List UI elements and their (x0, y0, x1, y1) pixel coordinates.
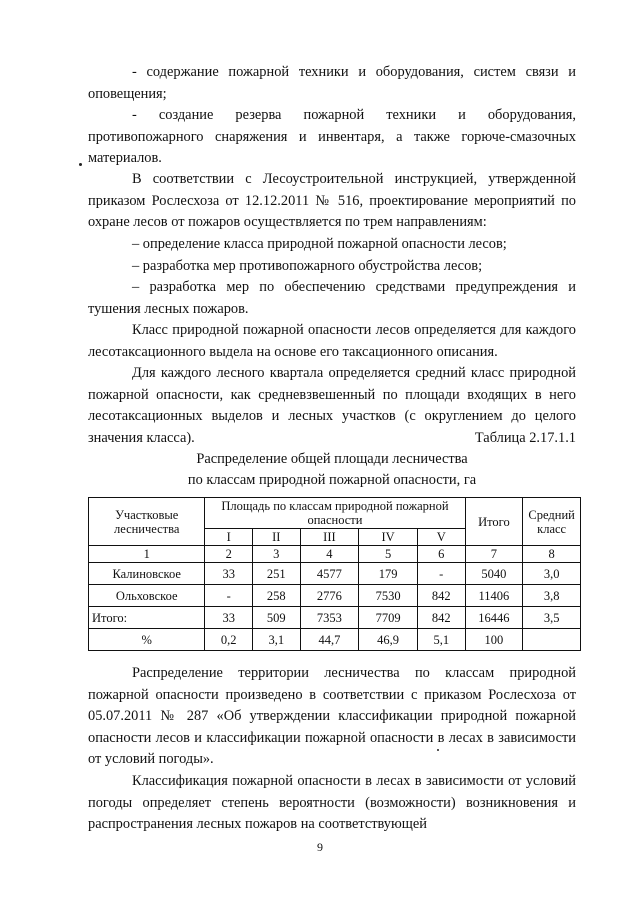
table-cell: 3,5 (523, 607, 581, 629)
table-cell: 2776 (300, 585, 359, 607)
column-number: 5 (359, 546, 418, 563)
column-number: 3 (252, 546, 300, 563)
table-cell: 16446 (465, 607, 523, 629)
header-total: Итого (465, 498, 523, 546)
table-cell: 33 (205, 563, 253, 585)
header-average-class: Средний класс (523, 498, 581, 546)
header-class-ii: II (252, 529, 300, 546)
table-cell: 179 (359, 563, 418, 585)
header-forestry: Участковые лесничества (89, 498, 205, 546)
table-row-total (89, 607, 581, 629)
table-caption-line-2: по классам природной пожарной опасности, га (187, 472, 477, 488)
table-cell: 44,7 (300, 629, 359, 651)
table-cell: 4577 (300, 563, 359, 585)
paragraph-1: - содержание пожарной техники и оборудования, систем связи и оповещения; (88, 64, 576, 102)
table-row (89, 563, 581, 585)
table-cell: 7530 (359, 585, 418, 607)
table-cell: 7353 (300, 607, 359, 629)
header-area-by-class: Площадь по классам природной пожарной опасности (205, 498, 465, 529)
table-row-percent (89, 629, 581, 651)
table-cell: 3,0 (523, 563, 581, 585)
table-caption-line-1: Распределение общей площади лесничества (196, 451, 468, 467)
table-label: Таблица 2.17.1.1 (474, 430, 576, 446)
table-cell: 842 (417, 607, 465, 629)
table-header-row (89, 498, 581, 529)
paragraph-9: Распределение территории лесничества по классам природной пожарной опасности произведено в соответствии с приказом Рослесхоза от 05.07.2011 № 287 «Об утверждении классификации природной пожарной опасности лесов и классификации пожарной опасности в лесах в зависимости от условий погоды». (88, 665, 576, 767)
table-cell: 258 (252, 585, 300, 607)
column-number: 2 (205, 546, 253, 563)
paragraph-3: В соответствии с Лесоустроительной инструкцией, утвержденной приказом Рослесхоза от 12.12.2011 № 516, проектирование мероприятий по охране лесов от пожаров осуществляется по трем направлениям: (88, 171, 576, 230)
column-number: 8 (523, 546, 581, 563)
table-cell: 509 (252, 607, 300, 629)
column-number: 4 (300, 546, 359, 563)
table-cell: - (205, 585, 253, 607)
table-cell: 0,2 (205, 629, 253, 651)
table-number-row (89, 546, 581, 563)
paragraph-6: – разработка мер по обеспечению средствами предупреждения и тушения лесных пожаров. (88, 279, 576, 317)
fire-hazard-table (88, 497, 581, 651)
table-cell: Калиновское (89, 563, 205, 585)
header-class-v: V (417, 529, 465, 546)
column-number: 1 (89, 546, 205, 563)
scan-speck (79, 163, 82, 166)
table-cell: 100 (465, 629, 523, 651)
table-cell: 5,1 (417, 629, 465, 651)
table-cell: 46,9 (359, 629, 418, 651)
paragraph-2: - создание резерва пожарной техники и оборудования, противопожарного снаряжения и инвентаря, а также горюче-смазочных материалов. (88, 107, 576, 166)
table-cell: 3,8 (523, 585, 581, 607)
header-class-iii: III (300, 529, 359, 546)
header-class-iv: IV (359, 529, 418, 546)
paragraph-5: – разработка мер противопожарного обустройства лесов; (132, 258, 483, 274)
table-cell: Итого: (89, 607, 205, 629)
column-number: 6 (417, 546, 465, 563)
table-cell (523, 629, 581, 651)
table-cell: 33 (205, 607, 253, 629)
table-cell: 11406 (465, 585, 523, 607)
table-row (89, 585, 581, 607)
paragraph-8: Для каждого лесного квартала определяется средний класс природной пожарной опасности, как средневзвешенный по площади входящих в него лесотаксационных выделов и лесных участков (с округлением до целого значения класса). (88, 365, 576, 446)
table-cell: % (89, 629, 205, 651)
scan-speck (437, 749, 439, 751)
column-number: 7 (465, 546, 523, 563)
header-class-i: I (205, 529, 253, 546)
table-cell: - (417, 563, 465, 585)
paragraph-7: Класс природной пожарной опасности лесов определяется для каждого лесотаксационного выдела на основе его таксационного описания. (88, 322, 576, 360)
table-cell: 842 (417, 585, 465, 607)
paragraph-4: – определение класса природной пожарной опасности лесов; (132, 236, 507, 252)
page-number: 9 (317, 840, 323, 854)
paragraph-10: Классификация пожарной опасности в лесах в зависимости от условий погоды определяет степень вероятности (возможности) возникновения и распространения лесных пожаров на соответствующей (88, 773, 576, 832)
table-cell: 251 (252, 563, 300, 585)
table-cell: 7709 (359, 607, 418, 629)
table-cell: Ольховское (89, 585, 205, 607)
table-cell: 3,1 (252, 629, 300, 651)
table-cell: 5040 (465, 563, 523, 585)
